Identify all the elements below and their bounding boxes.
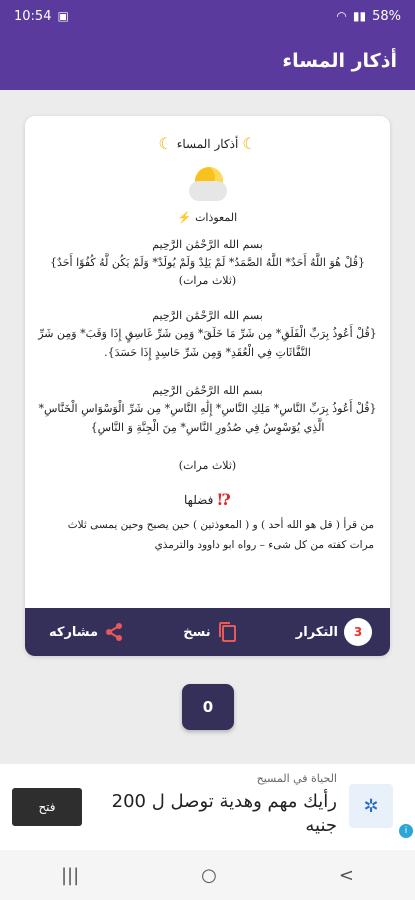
ayah-text: {قُلْ أَعُوذُ بِرَبِّ الْفَلَقِ* مِن شَرِّ مَا خَلَقَ* وَمِن شَرِّ غَاسِقٍ إِذَا وَقَبَ* وَمِن شَرِّ النَّفَّاثَاتِ فِي الْعُقَدِ* وَمِن شَرِّ حَاسِدٍ إِذَا حَسَدَ}.	[38, 327, 377, 359]
share-label: مشاركه	[49, 624, 99, 640]
status-bar	[0, 0, 415, 32]
crescent-moon-icon: ☾	[242, 134, 257, 153]
copy-button[interactable]	[183, 621, 236, 643]
lightning-icon: ⚡	[177, 211, 192, 224]
zikr-block	[37, 238, 378, 287]
basmala: بسم الله الرَّحْمَٰن الرَّحِيم	[152, 384, 263, 397]
zikr-block	[37, 309, 378, 362]
repeat-times: (ثلاث مرات)	[178, 274, 237, 287]
card-header-label: أذكار المساء	[176, 136, 239, 151]
counter-badge: 3	[344, 618, 372, 646]
card-header	[37, 134, 378, 153]
signal-icon: ▮▮	[352, 9, 367, 23]
wifi-icon: ◠	[336, 9, 347, 23]
ayah-text: {قُلْ أَعُوذُ بِرَبِّ النَّاسِ* مَلِكِ النَّاسِ* إِلَٰهِ النَّاسِ* مِن شَرِّ الْوَسْوَاسِ الْخَنَّاسِ* الَّذِي يُوَسْوِسُ فِي صُدُورِ النَّاسِ* مِنَ الْجِنَّةِ وَ النَّاسِ}	[38, 402, 377, 434]
total-count-button[interactable]: 0	[182, 684, 234, 730]
virtue-title: ⁉ فضلها	[184, 490, 232, 509]
repeat-times: (ثلاث مرات)	[178, 459, 237, 472]
action-bar	[25, 608, 390, 656]
section-title: المعوذات ⚡	[177, 211, 238, 224]
question-exclamation-icon: ⁉	[217, 490, 232, 509]
share-button[interactable]	[49, 622, 124, 642]
zikr-card	[25, 116, 390, 656]
zikr-content	[25, 116, 390, 608]
copy-label: نسخ	[183, 624, 211, 640]
home-icon[interactable]: ○	[201, 864, 217, 886]
repeat-counter[interactable]	[296, 618, 372, 646]
zikr-block	[37, 384, 378, 472]
ad-headline[interactable]: رأيك مهم وهدية توصل ل 200 جنيه	[111, 791, 337, 836]
advertiser-logo-icon: ✲	[349, 784, 393, 828]
app-bar	[0, 32, 415, 90]
ad-info-icon[interactable]: i	[399, 824, 413, 838]
ayah-text: {قُلْ هُوَ اللَّهُ أَحَدٌ* اللَّهُ الصَّمَدُ* لَمْ يَلِدْ وَلَمْ يُولَدْ* وَلَمْ يَكُن لَّهُ كُفُوًا أَحَدٌ}	[49, 256, 366, 269]
recent-apps-icon[interactable]: |||	[60, 864, 80, 886]
status-time: 10:54	[14, 8, 52, 24]
page-title: أذكار المساء	[282, 50, 397, 72]
back-icon[interactable]: <	[338, 864, 354, 886]
virtue-text: من قرأ ( قل هو الله أحد ) و ( المعوذتين ) حين يصبح وحين يمسى ثلاث مرات كفته من كل شىء – رواه ابو داوود والترمذي	[67, 519, 374, 551]
basmala: بسم الله الرَّحْمَٰن الرَّحِيم	[152, 309, 263, 322]
basmala: بسم الله الرَّحْمَٰن الرَّحِيم	[152, 238, 263, 251]
copy-icon	[217, 621, 237, 643]
share-icon	[104, 622, 124, 642]
crescent-moon-icon: ☾	[158, 134, 173, 153]
system-nav-bar	[0, 850, 415, 900]
battery-level: 58%	[372, 8, 401, 24]
gallery-icon: ▣	[57, 9, 69, 23]
repeat-label: التكرار	[295, 624, 338, 640]
ad-open-button[interactable]: فتح	[12, 788, 82, 826]
ad-advertiser: الحياة في المسيح	[256, 772, 337, 785]
ad-banner[interactable]	[0, 764, 415, 850]
moon-cloud-icon	[185, 165, 231, 205]
